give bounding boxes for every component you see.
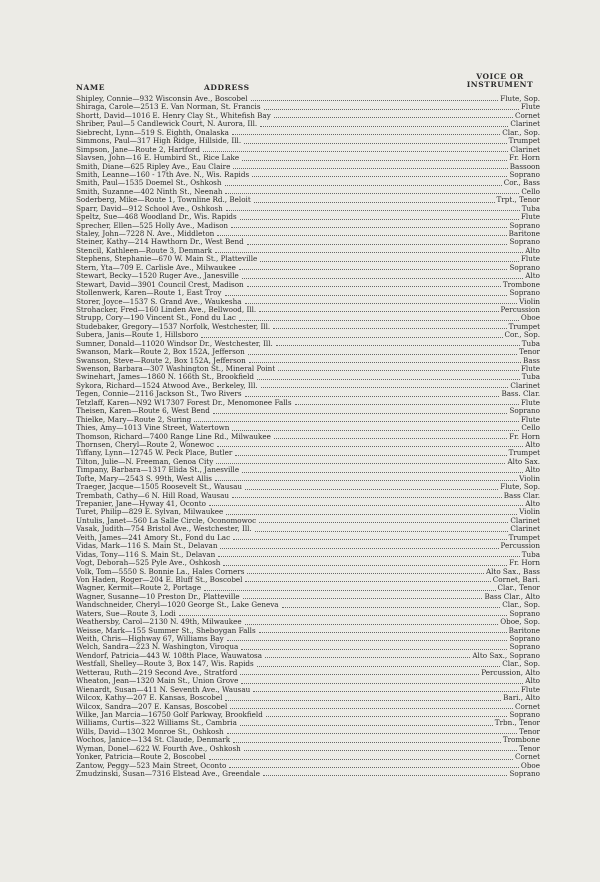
entry-name-address: Wochos, Janice—134 St. Claude, Denmark [76,735,231,745]
dot-leader [251,100,499,101]
dot-leader [259,632,507,633]
entry-name-address: Slavsen, John—16 E. Humbird St., Rice Lake [76,153,240,163]
entry-voice-instrument: Trpt., Tenor [496,195,540,205]
entry-voice-instrument: Trumpet [508,448,540,458]
entry-name-address: Welch, Sandra—223 N. Washington, Viroqua [76,642,239,652]
entry-voice-instrument: Oboe, Sop. [500,617,540,627]
entry-voice-instrument: Clarinet [510,119,540,129]
entry-name-address: Trembath, Cathy—6 N. Hill Road, Wausau [76,490,229,500]
dot-leader [209,505,523,506]
entry-voice-instrument: Flute, Sop. [500,482,540,492]
entry-voice-instrument: Soprano [509,642,540,652]
voice-instrument-column-heading [460,73,540,89]
entry-name-address: Stern, Yta—709 E. Carlisle Ave., Milwaukee [76,262,236,272]
entry-name-address: Wienardt, Susan—411 N. Seventh Ave., Wausau [76,684,251,694]
entry-voice-instrument: Trombone [502,735,540,745]
entry-voice-instrument: Bass [523,355,540,365]
dot-leader [259,311,498,312]
entry-voice-instrument: Tenor [519,726,540,736]
dot-leader [241,683,523,684]
entry-name-address: Yonker, Patricia—Route 2, Boscobel [76,752,206,762]
entry-name-address: Traeger, Jacque—1505 Roosevelt St., Wausau [76,482,243,492]
dot-leader [204,590,495,591]
dot-leader [242,160,507,161]
entry-name-address: Wendorf, Patricia—443 W. 108th Place, Wauwatosa [76,650,263,660]
dot-leader [247,573,484,574]
entry-name-address: Stewart, David—3901 Council Crest, Madison [76,279,244,289]
entry-name-address: Tofte, Mary—2543 S. 99th, West Allis [76,473,212,483]
entry-voice-instrument: Clarinet [510,515,540,525]
entry-voice-instrument: Alto [525,439,540,449]
dot-leader [201,337,502,338]
dot-leader [249,362,521,363]
dot-leader [274,438,507,439]
dot-leader [233,539,506,540]
entry-name-address: Veith, James—241 Amory St., Fond du Lac [76,532,231,542]
entry-voice-instrument: Soprano [509,709,540,719]
entry-voice-instrument: Alto [525,245,540,255]
entry-name-address: Shipley, Connie—932 Wisconsin Ave., Boscobel [76,94,248,103]
entry-name-address: Smith, Suzanne—402 Ninth St., Neenah [76,186,223,196]
dot-leader [240,674,479,675]
entry-voice-instrument: Baritone [508,229,540,238]
entry-voice-instrument: Cello [521,423,540,433]
entry-voice-instrument: Alto [525,499,540,508]
entry-voice-instrument: Soprano [509,406,540,416]
entry-name-address: Wandschneider, Cheryl—1020 George St., Lake Geneva [76,600,279,610]
entry-name-address: Strupp, Cory—190 Vincent St., Fond du Lac [76,313,236,323]
entry-name-address: Thielke, Mary—Route 2, Suring [76,414,192,424]
dot-leader [248,354,517,355]
directory-entry [76,770,540,778]
entry-voice-instrument: Cor., Sop. [504,330,540,340]
entry-name-address: Studebaker, Gregory—1537 Norfolk, Westchester, Ill. [76,321,271,331]
entry-name-address: Stollenwerk, Karen—Route 1, East Troy [76,288,222,298]
entry-name-address: Vidas, Mark—116 S. Main St., Delavan [76,541,218,551]
address-column-heading: ADDRESS [204,83,250,92]
dot-leader [282,607,501,608]
dot-leader [274,117,513,118]
entry-name-address: Stencil, Kathleen—Route 3, Denmark [76,245,213,255]
entry-name-address: Turet, Philip—829 E. Sylvan, Milwaukee [76,507,224,517]
entry-name-address: Vogt, Deborah—525 Pyle Ave., Oshkosh [76,558,221,568]
entry-name-address: Smith, Diane—625 Ripley Ave., Eau Claire [76,161,231,171]
dot-leader [244,750,517,751]
dot-leader [242,472,523,473]
dot-leader [242,278,524,279]
dot-leader [252,176,507,177]
entry-name-address: Williams, Curtis—322 Williams St., Cambria [76,718,237,728]
entry-voice-instrument: Clar., Sop. [502,600,540,610]
dot-leader [245,489,498,490]
entry-voice-instrument: Alto [525,271,540,281]
entry-voice-instrument: Oboe [520,760,540,770]
entry-name-address: Shortt, David—1016 E. Henry Clay St., Whitefish Bay [76,110,271,120]
entry-voice-instrument: Flute [520,102,540,112]
entry-voice-instrument: Cornet, Bari. [492,574,540,584]
entry-voice-instrument: Cornet [514,752,540,762]
entry-voice-instrument: Flute [520,254,540,264]
voice-heading-line1: VOICE OR [476,72,524,81]
entry-voice-instrument: Cornet [514,110,540,120]
entry-name-address: Steiner, Kathy—214 Hawthorn Dr., West Bend [76,237,244,247]
entry-name-address: Volk, Tom—5550 S. Bonnie La., Hales Corners [76,566,245,576]
entry-name-address: Tiffany, Lynn—12745 W. Peck Place, Butler [76,448,233,458]
entry-voice-instrument: Soprano [509,634,540,643]
entry-voice-instrument: Percussion [500,541,540,551]
dot-leader [232,134,500,135]
entry-voice-instrument: Bass Clar., Alto [484,591,540,601]
dot-leader [259,522,508,523]
entry-voice-instrument: Bari., Alto [503,693,540,703]
entry-name-address: Swinehart, James—1860 N. 166th St., Brookfield [76,372,255,382]
dot-leader [233,742,501,743]
dot-leader [239,320,519,321]
dot-leader [240,219,519,220]
entry-voice-instrument: Trumpet [508,136,540,146]
entry-voice-instrument: Trumpet [508,321,540,331]
entry-name-address: Subera, Janis—Route 1, Hillsboro [76,330,199,340]
column-header [76,72,540,94]
entry-name-address: Wheaton, Jean—1320 Main St., Union Grove [76,676,239,686]
entry-voice-instrument: Clarinet [510,524,540,534]
entry-name-address: Theisen, Karen—Route 6, West Bend [76,406,210,416]
entry-voice-instrument: Baritone [508,625,540,635]
dot-leader [247,244,508,245]
entry-name-address: Strohacker, Fred—160 Linden Ave., Bellwood, Ill. [76,304,257,314]
entry-voice-instrument: Clar., Sop. [502,659,540,669]
entry-voice-instrument: Soprano [509,237,540,247]
dot-leader [265,657,470,658]
entry-voice-instrument: Bass. Clar. [501,389,540,399]
entry-voice-instrument: Alto [525,465,540,475]
entry-name-address: Simpson, Jane—Route 2, Hartford [76,144,200,154]
entry-name-address: Untulis, Janet—560 La Salle Circle, Oconomowoc [76,515,257,525]
dot-leader [244,143,506,144]
entry-name-address: Simmons, Paul—317 High Ridge, Hillside, Ill. [76,136,242,146]
dot-leader [240,725,493,726]
entry-voice-instrument: Violin [519,473,540,483]
dot-leader [216,463,505,464]
dot-leader [247,286,501,287]
entry-voice-instrument: Soprano [509,220,540,230]
dot-leader [226,514,517,515]
entry-name-address: Trepanier, Jane—Hyway 41, Oconto [76,499,206,508]
dot-leader [266,716,508,717]
dot-leader [253,691,519,692]
entry-name-address: Wilcox, Sandra—207 E. Kansas, Boscobel [76,701,228,711]
entry-name-address: Wills, David—1302 Monroe St., Oshkosh [76,726,224,736]
entry-voice-instrument: Cello [521,186,540,196]
entry-voice-instrument: Flute [520,684,540,694]
dot-leader [213,413,508,414]
entry-voice-instrument: Percussion, Alto [481,667,540,677]
entry-name-address: Stewart, Becky—1520 Ruger Ave., Janesville [76,271,239,281]
dot-leader [245,624,499,625]
dot-leader [229,767,519,768]
entry-name-address: Zantow, Peggy—523 Main Street, Oconto [76,760,227,770]
entry-name-address: Zmudzinski, Susan—7316 Elstead Ave., Greendale [76,769,260,778]
entry-voice-instrument: Bass Clar. [503,490,540,500]
entry-voice-instrument: Fr. Horn [509,153,540,163]
entry-name-address: Tegen, Connie—2116 Jackson St., Two Rivers [76,389,242,399]
directory-list [76,95,540,778]
entry-name-address: Westfall, Shelley—Route 3, Box 147, Wis. Rapids [76,659,254,669]
dot-leader [217,235,506,236]
entry-name-address: Wagner, Susanne—10 Preston Dr., Platteville [76,591,240,601]
entry-name-address: Weisse, Mark—155 Summer St., Sheboygan Falls [76,625,256,635]
dot-leader [260,126,508,127]
dot-leader [257,379,520,380]
entry-voice-instrument: Violin [519,507,540,517]
entry-name-address: Swanson, Steve—Route 2, Box 152A, Jefferson [76,355,246,365]
entry-voice-instrument: Percussion [500,304,540,314]
entry-name-address: Wagner, Kermit—Route 2, Portage [76,583,202,593]
entry-voice-instrument: Flute [520,364,540,373]
dot-leader [255,531,509,532]
entry-name-address: Shiraga, Carole—2513 E. Van Norman, St. Francis [76,102,261,112]
entry-voice-instrument: Fr. Horn [509,558,540,568]
dot-leader [264,109,519,110]
voice-heading-line2: INSTRUMENT [466,80,534,89]
entry-name-address: Vidas, Tony—116 S. Main St., Delavan [76,549,216,559]
entry-name-address: Speltz, Sue—468 Woodland Dr., Wis. Rapids [76,212,237,222]
dot-leader [241,649,507,650]
entry-voice-instrument: Tuba [521,203,540,213]
entry-name-address: Sumner, Donald—11020 Windsor Dr., Westchester, Ill. [76,338,273,348]
entry-name-address: Sykora, Richard—1524 Atwood Ave., Berkeley, Ill. [76,380,258,390]
entry-name-address: Swanson, Mark—Route 2, Box 152A, Jefferson [76,347,245,357]
dot-leader [227,733,517,734]
entry-name-address: Vasak, Judith—754 Bristol Ave., Westchester, Ill. [76,524,252,534]
entry-voice-instrument: Cor., Bass [503,178,540,188]
dot-leader [254,202,495,203]
entry-voice-instrument: Fr. Horn [509,431,540,441]
entry-voice-instrument: Soprano [509,769,540,778]
entry-name-address: Von Haden, Roger—204 E. Bluff St., Boscobel [76,574,243,584]
entry-voice-instrument: Tenor [519,347,540,357]
dot-leader [239,269,508,270]
dot-leader [223,565,507,566]
entry-name-address: Wilke, Jan Marcia—16750 Golf Parkway, Brookfield [76,709,263,719]
dot-leader [225,295,508,296]
entry-name-address: Wyman, Donel—622 W. Fourth Ave., Oshkosh [76,743,241,753]
dot-leader [245,581,490,582]
dot-leader [232,430,519,431]
entry-voice-instrument: Flute [520,397,540,407]
dot-leader [260,261,519,262]
dot-leader [215,252,523,253]
entry-name-address: Thies, Amy—1013 Vine Street, Watertown [76,423,230,433]
dot-leader [231,227,507,228]
entry-voice-instrument: Tuba [521,338,540,348]
entry-voice-instrument: Tuba [521,372,540,382]
entry-name-address: Wetterau, Ruth—219 Second Ave., Stratford [76,667,238,677]
dot-leader [225,193,519,194]
dot-leader [261,387,509,388]
entry-name-address: Smith, Leanne—160 - 17th Ave. N., Wis. Rapids [76,169,250,179]
dot-leader [245,303,518,304]
dot-leader [257,666,501,667]
entry-voice-instrument: Soprano [509,608,540,618]
dot-leader [226,210,520,211]
dot-leader [273,328,506,329]
entry-voice-instrument: Cornet [514,701,540,711]
entry-voice-instrument: Clarinet [510,380,540,390]
entry-voice-instrument: Bassoon [509,161,540,171]
entry-name-address: Tetzlaff, Karen—N92 W17307 Forest Dr., Menomonee Falls [76,397,292,407]
entry-voice-instrument: Trumpet [508,532,540,542]
dot-leader [278,370,519,371]
entry-name-address: Soderberg, Mike—Route 1, Townline Rd., Beloit [76,195,251,205]
entry-name-address: Sparr, David—912 School Ave., Oshkosh [76,203,223,213]
dot-leader [217,446,523,447]
entry-voice-instrument: Flute [520,414,540,424]
entry-name-address: Siebrecht, Lynn—519 S. Eighth, Onalaska [76,127,229,137]
entry-voice-instrument: Soprano [509,262,540,272]
dot-leader [225,185,502,186]
entry-voice-instrument: Soprano [509,169,540,179]
entry-name-address: Weith, Chris—Highway 67, Williams Bay [76,634,224,643]
dot-leader [243,598,483,599]
dot-leader [203,151,508,152]
dot-leader [220,548,498,549]
dot-leader [232,497,502,498]
entry-name-address: Staley, John—7228 N. Ave., Middleton [76,229,215,238]
name-column-heading: NAME [76,83,106,92]
entry-name-address: Sprecher, Ellen—525 Holly Ave., Madison [76,220,229,230]
dot-leader [218,556,519,557]
entry-voice-instrument: Alto [525,676,540,686]
dot-leader [209,759,513,760]
entry-voice-instrument: Oboe [520,313,540,323]
entry-name-address: Shriber, Paul—5 Candlewick Court, N. Aurora, Ill. [76,119,258,129]
entry-name-address: Smith, Paul—1535 Doemel St., Oshkosh [76,178,222,188]
entry-voice-instrument: Alto Sax., Soprano [472,650,540,660]
entry-voice-instrument: Clar., Tenor [497,583,540,593]
entry-voice-instrument: Tenor [519,743,540,753]
dot-leader [233,168,507,169]
dot-leader [215,480,517,481]
entry-voice-instrument: Alto Sax. [507,456,540,466]
entry-name-address: Timpany, Barbara—1317 Elida St., Janesville [76,465,240,475]
entry-voice-instrument: Soprano [509,288,540,298]
dot-leader [225,700,501,701]
dot-leader [235,455,506,456]
entry-voice-instrument: Flute [520,212,540,222]
dot-leader [263,775,508,776]
entry-voice-instrument: Clar., Sop. [502,127,540,137]
entry-name-address: Wilcox, Kathy—207 E. Kansas, Boscobel [76,693,223,703]
entry-voice-instrument: Violin [519,296,540,306]
dot-leader [230,708,513,709]
dot-leader [179,615,508,616]
entry-name-address: Weathersby, Carol—2130 N. 49th, Milwaukee [76,617,242,627]
entry-voice-instrument: Trbn., Tenor [494,718,540,728]
entry-name-address: Waters, Sue—Route 3, Lodi [76,608,176,618]
dot-leader [227,640,508,641]
entry-name-address: Stephens, Stephanie—670 W. Main St., Platteville [76,254,258,264]
dot-leader [295,404,519,405]
entry-voice-instrument: Alto Sax., Bass [485,566,540,576]
entry-voice-instrument: Clarinet [510,144,540,154]
entry-name-address: Thomson, Richard—7400 Range Line Rd., Milwaukee [76,431,271,441]
dot-leader [276,345,520,346]
dot-leader [245,396,500,397]
entry-voice-instrument: Trombone [502,279,540,289]
entry-voice-instrument: Flute, Sop. [500,94,540,103]
entry-voice-instrument: Tuba [521,549,540,559]
dot-leader [194,421,519,422]
entry-name-address: Tilton, Julie—N. Freeman, Genoa City [76,456,214,466]
entry-name-address: Thornsen, Cheryl—Route 2, Wonewoc [76,439,214,449]
entry-name-address: Storer, Joyce—1537 S. Grand Ave., Waukesha [76,296,242,306]
entry-name-address: Swenson, Barbara—307 Washington St., Mineral Point [76,364,276,373]
